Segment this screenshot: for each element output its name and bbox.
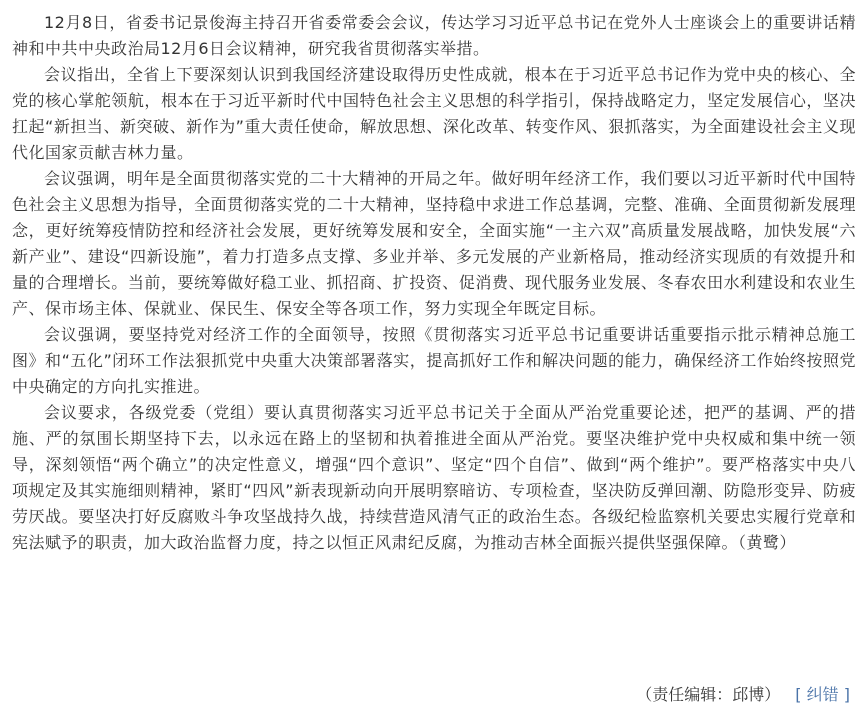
correction-link[interactable]: 纠错	[806, 685, 839, 704]
article-paragraph: 12月8日，省委书记景俊海主持召开省委常委会会议，传达学习习近平总书记在党外人士座谈会上的重要讲话精神和中共中央政治局12月6日会议精神，研究我省贯彻落实举措。	[12, 13, 856, 58]
responsible-editor: （责任编辑：邱博）	[636, 685, 781, 704]
correction-bracket-close: ]	[843, 685, 850, 704]
article-paragraph: 会议指出，全省上下要深刻认识到我国经济建设取得历史性成就，根本在于习近平总书记作为党中央的核心、全党的核心掌舵领航，根本在于习近平新时代中国特色社会主义思想的科学指引，保持战略定力，坚定发展信心，坚决扛起“新担当、新突破、新作为”重大责任使命，解放思想、深化改革、转变作风、狠抓落实，为全面建设社会主义现代化国家贡献吉林力量。	[12, 65, 856, 162]
article-footer	[636, 684, 850, 706]
article-paragraph: 会议强调，要坚持党对经济工作的全面领导，按照《贯彻落实习近平总书记重要讲话重要指示批示精神总施工图》和“五化”闭环工作法狠抓党中央重大决策部署落实，提高抓好工作和解决问题的能力，确保经济工作始终按照党中央确定的方向扎实推进。	[12, 325, 856, 396]
correction-wrapper	[795, 685, 850, 704]
correction-bracket-open: [	[795, 685, 802, 704]
article-paragraph: 会议强调，明年是全面贯彻落实党的二十大精神的开局之年。做好明年经济工作，我们要以习近平新时代中国特色社会主义思想为指导，全面贯彻落实党的二十大精神，坚持稳中求进工作总基调，完整、准确、全面贯彻新发展理念，更好统筹疫情防控和经济社会发展，更好统筹发展和安全，全面实施“一主六双”高质量发展战略，加快发展“六新产业”、建设“四新设施”，着力打造多点支撑、多业并举、多元发展的产业新格局，推动经济实现质的有效提升和量的合理增长。当前，要统筹做好稳工业、抓招商、扩投资、促消费、现代服务业发展、冬春农田水利建设和农业生产、保市场主体、保就业、保民生、保安全等各项工作，努力实现全年既定目标。	[12, 169, 856, 318]
article-paragraph: 会议要求，各级党委（党组）要认真贯彻落实习近平总书记关于全面从严治党重要论述，把严的基调、严的措施、严的氛围长期坚持下去，以永远在路上的坚韧和执着推进全面从严治党。要坚决维护党中央权威和集中统一领导，深刻领悟“两个确立”的决定性意义，增强“四个意识”、坚定“四个自信”、做到“两个维护”。要严格落实中央八项规定及其实施细则精神，紧盯“四风”新表现新动向开展明察暗访、专项检查，坚决防反弹回潮、防隐形变异、防疲劳厌战。要坚决打好反腐败斗争攻坚战持久战，持续营造风清气正的政治生态。各级纪检监察机关要忠实履行党章和宪法赋予的职责，加大政治监督力度，持之以恒正风肃纪反腐，为推动吉林全面振兴提供坚强保障。（黄鹭）	[12, 403, 856, 552]
article-body	[12, 10, 856, 556]
